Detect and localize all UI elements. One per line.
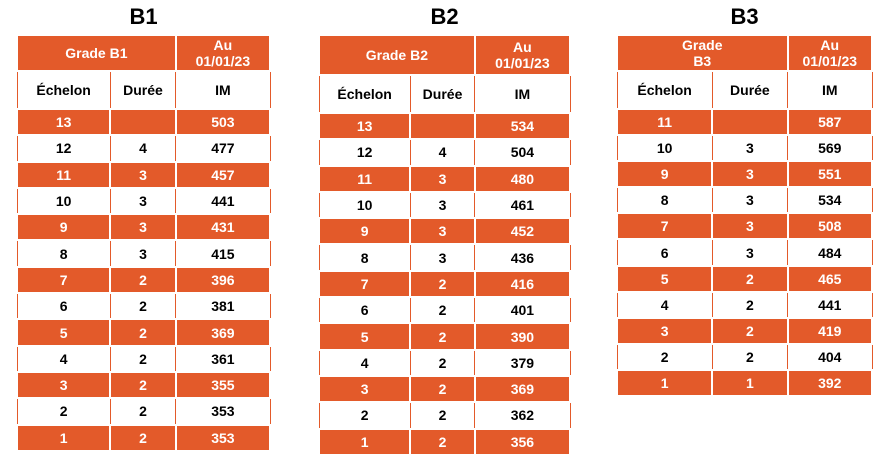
echelon-cell: 3 — [617, 318, 712, 344]
echelon-cell: 9 — [617, 161, 712, 187]
table-row — [319, 113, 570, 139]
im-cell: 508 — [788, 213, 872, 239]
echelon-cell: 10 — [319, 192, 410, 218]
column-header-im: IM — [176, 71, 270, 109]
im-cell: 396 — [176, 267, 270, 293]
column-header-duree: Durée — [410, 75, 475, 113]
im-cell: 436 — [475, 244, 570, 270]
duree-cell: 3 — [410, 244, 475, 270]
im-cell: 392 — [788, 370, 872, 396]
duree-cell: 2 — [110, 425, 176, 451]
table-row — [17, 293, 270, 319]
column-header-duree: Durée — [712, 71, 787, 109]
salary-grid-table — [616, 34, 873, 397]
duree-cell: 2 — [110, 319, 176, 345]
duree-cell: 3 — [712, 161, 787, 187]
echelon-cell: 11 — [617, 109, 712, 135]
echelon-cell: 13 — [17, 109, 110, 135]
duree-cell: 4 — [410, 139, 475, 165]
echelon-cell: 6 — [17, 293, 110, 319]
im-cell: 461 — [475, 192, 570, 218]
echelon-cell: 13 — [319, 113, 410, 139]
echelon-cell: 6 — [319, 297, 410, 323]
table-row — [319, 376, 570, 402]
table-row — [17, 214, 270, 240]
table-row — [319, 166, 570, 192]
im-cell: 361 — [176, 346, 270, 372]
duree-cell: 2 — [712, 318, 787, 344]
table-row — [617, 161, 872, 187]
duree-cell — [110, 109, 176, 135]
im-cell: 419 — [788, 318, 872, 344]
im-cell: 503 — [176, 109, 270, 135]
echelon-cell: 8 — [319, 244, 410, 270]
duree-cell: 3 — [110, 162, 176, 188]
table-row — [17, 240, 270, 266]
table-row — [617, 318, 872, 344]
im-cell: 379 — [475, 350, 570, 376]
echelon-cell: 7 — [17, 267, 110, 293]
table-title: B2 — [430, 4, 459, 29]
salary-grid-table — [318, 34, 571, 456]
im-cell: 465 — [788, 266, 872, 292]
salary-grid-table — [16, 34, 271, 452]
table-row — [319, 350, 570, 376]
echelon-cell: 1 — [617, 370, 712, 396]
table-block-b1 — [16, 0, 271, 476]
duree-cell: 3 — [110, 188, 176, 214]
table-row — [617, 344, 872, 370]
echelon-cell: 9 — [17, 214, 110, 240]
table-row — [617, 292, 872, 318]
table-row — [17, 188, 270, 214]
duree-cell — [410, 113, 475, 139]
duree-cell: 2 — [110, 372, 176, 398]
im-cell: 353 — [176, 398, 270, 424]
im-cell: 587 — [788, 109, 872, 135]
im-cell: 504 — [475, 139, 570, 165]
echelon-cell: 11 — [319, 166, 410, 192]
table-row — [617, 109, 872, 135]
im-cell: 355 — [176, 372, 270, 398]
im-cell: 441 — [788, 292, 872, 318]
im-cell: 551 — [788, 161, 872, 187]
echelon-cell: 4 — [617, 292, 712, 318]
echelon-cell: 8 — [17, 240, 110, 266]
duree-cell: 3 — [712, 239, 787, 265]
duree-cell: 3 — [712, 187, 787, 213]
im-cell: 534 — [475, 113, 570, 139]
echelon-cell: 5 — [17, 319, 110, 345]
table-row — [319, 402, 570, 428]
im-cell: 356 — [475, 429, 570, 455]
duree-cell: 3 — [110, 240, 176, 266]
grade-label: Grade B3 — [617, 35, 788, 71]
echelon-cell: 12 — [319, 139, 410, 165]
table-row — [17, 319, 270, 345]
echelon-cell: 3 — [17, 372, 110, 398]
im-cell: 431 — [176, 214, 270, 240]
im-cell: 369 — [176, 319, 270, 345]
table-row — [617, 266, 872, 292]
table-row — [319, 297, 570, 323]
im-cell: 404 — [788, 344, 872, 370]
duree-cell: 2 — [410, 376, 475, 402]
duree-cell: 3 — [712, 135, 787, 161]
table-block-b3 — [616, 0, 873, 476]
duree-cell: 2 — [410, 350, 475, 376]
table-row — [17, 162, 270, 188]
echelon-cell: 9 — [319, 218, 410, 244]
table-row — [319, 323, 570, 349]
table-row — [319, 429, 570, 455]
duree-cell: 2 — [712, 266, 787, 292]
column-header-im: IM — [788, 71, 872, 109]
echelon-cell: 7 — [319, 271, 410, 297]
table-row — [319, 139, 570, 165]
echelon-cell: 3 — [319, 376, 410, 402]
im-cell: 569 — [788, 135, 872, 161]
im-cell: 480 — [475, 166, 570, 192]
table-row — [617, 187, 872, 213]
table-row — [17, 398, 270, 424]
column-header-duree: Durée — [110, 71, 176, 109]
echelon-cell: 5 — [617, 266, 712, 292]
grade-label: Grade B2 — [319, 35, 475, 75]
echelon-cell: 7 — [617, 213, 712, 239]
duree-cell: 2 — [712, 344, 787, 370]
table-row — [319, 271, 570, 297]
table-row — [17, 135, 270, 161]
im-cell: 362 — [475, 402, 570, 428]
date-label: Au 01/01/23 — [475, 35, 570, 75]
im-cell: 452 — [475, 218, 570, 244]
duree-cell: 2 — [410, 323, 475, 349]
column-header-echelon: Échelon — [17, 71, 110, 109]
echelon-cell: 11 — [17, 162, 110, 188]
im-cell: 381 — [176, 293, 270, 319]
echelon-cell: 4 — [319, 350, 410, 376]
table-row — [17, 346, 270, 372]
im-cell: 457 — [176, 162, 270, 188]
duree-cell: 1 — [712, 370, 787, 396]
im-cell: 390 — [475, 323, 570, 349]
duree-cell: 2 — [410, 402, 475, 428]
duree-cell: 3 — [410, 166, 475, 192]
table-row — [617, 239, 872, 265]
table-row — [17, 267, 270, 293]
table-row — [617, 135, 872, 161]
echelon-cell: 2 — [17, 398, 110, 424]
duree-cell: 2 — [410, 297, 475, 323]
table-row — [319, 192, 570, 218]
table-row — [617, 370, 872, 396]
im-cell: 534 — [788, 187, 872, 213]
echelon-cell: 2 — [319, 402, 410, 428]
duree-cell: 2 — [410, 271, 475, 297]
duree-cell — [712, 109, 787, 135]
table-row — [319, 244, 570, 270]
duree-cell: 2 — [110, 346, 176, 372]
table-row — [319, 218, 570, 244]
date-label: Au 01/01/23 — [788, 35, 872, 71]
table-block-b2 — [318, 0, 571, 476]
echelon-cell: 1 — [17, 425, 110, 451]
column-header-echelon: Échelon — [319, 75, 410, 113]
column-header-im: IM — [475, 75, 570, 113]
echelon-cell: 5 — [319, 323, 410, 349]
duree-cell: 4 — [110, 135, 176, 161]
im-cell: 441 — [176, 188, 270, 214]
echelon-cell: 6 — [617, 239, 712, 265]
duree-cell: 2 — [110, 293, 176, 319]
im-cell: 416 — [475, 271, 570, 297]
im-cell: 415 — [176, 240, 270, 266]
echelon-cell: 10 — [617, 135, 712, 161]
echelon-cell: 1 — [319, 429, 410, 455]
echelon-cell: 2 — [617, 344, 712, 370]
echelon-cell: 12 — [17, 135, 110, 161]
table-row — [17, 425, 270, 451]
im-cell: 369 — [475, 376, 570, 402]
grade-label: Grade B1 — [17, 35, 176, 71]
date-label: Au 01/01/23 — [176, 35, 270, 71]
duree-cell: 3 — [712, 213, 787, 239]
im-cell: 401 — [475, 297, 570, 323]
im-cell: 353 — [176, 425, 270, 451]
duree-cell: 3 — [410, 192, 475, 218]
im-cell: 484 — [788, 239, 872, 265]
table-row — [617, 213, 872, 239]
table-row — [17, 109, 270, 135]
duree-cell: 3 — [110, 214, 176, 240]
echelon-cell: 8 — [617, 187, 712, 213]
echelon-cell: 4 — [17, 346, 110, 372]
table-title: B1 — [129, 4, 158, 29]
duree-cell: 2 — [712, 292, 787, 318]
table-title: B3 — [730, 4, 759, 29]
duree-cell: 2 — [110, 398, 176, 424]
im-cell: 477 — [176, 135, 270, 161]
echelon-cell: 10 — [17, 188, 110, 214]
duree-cell: 2 — [410, 429, 475, 455]
column-header-echelon: Échelon — [617, 71, 712, 109]
duree-cell: 3 — [410, 218, 475, 244]
duree-cell: 2 — [110, 267, 176, 293]
table-row — [17, 372, 270, 398]
